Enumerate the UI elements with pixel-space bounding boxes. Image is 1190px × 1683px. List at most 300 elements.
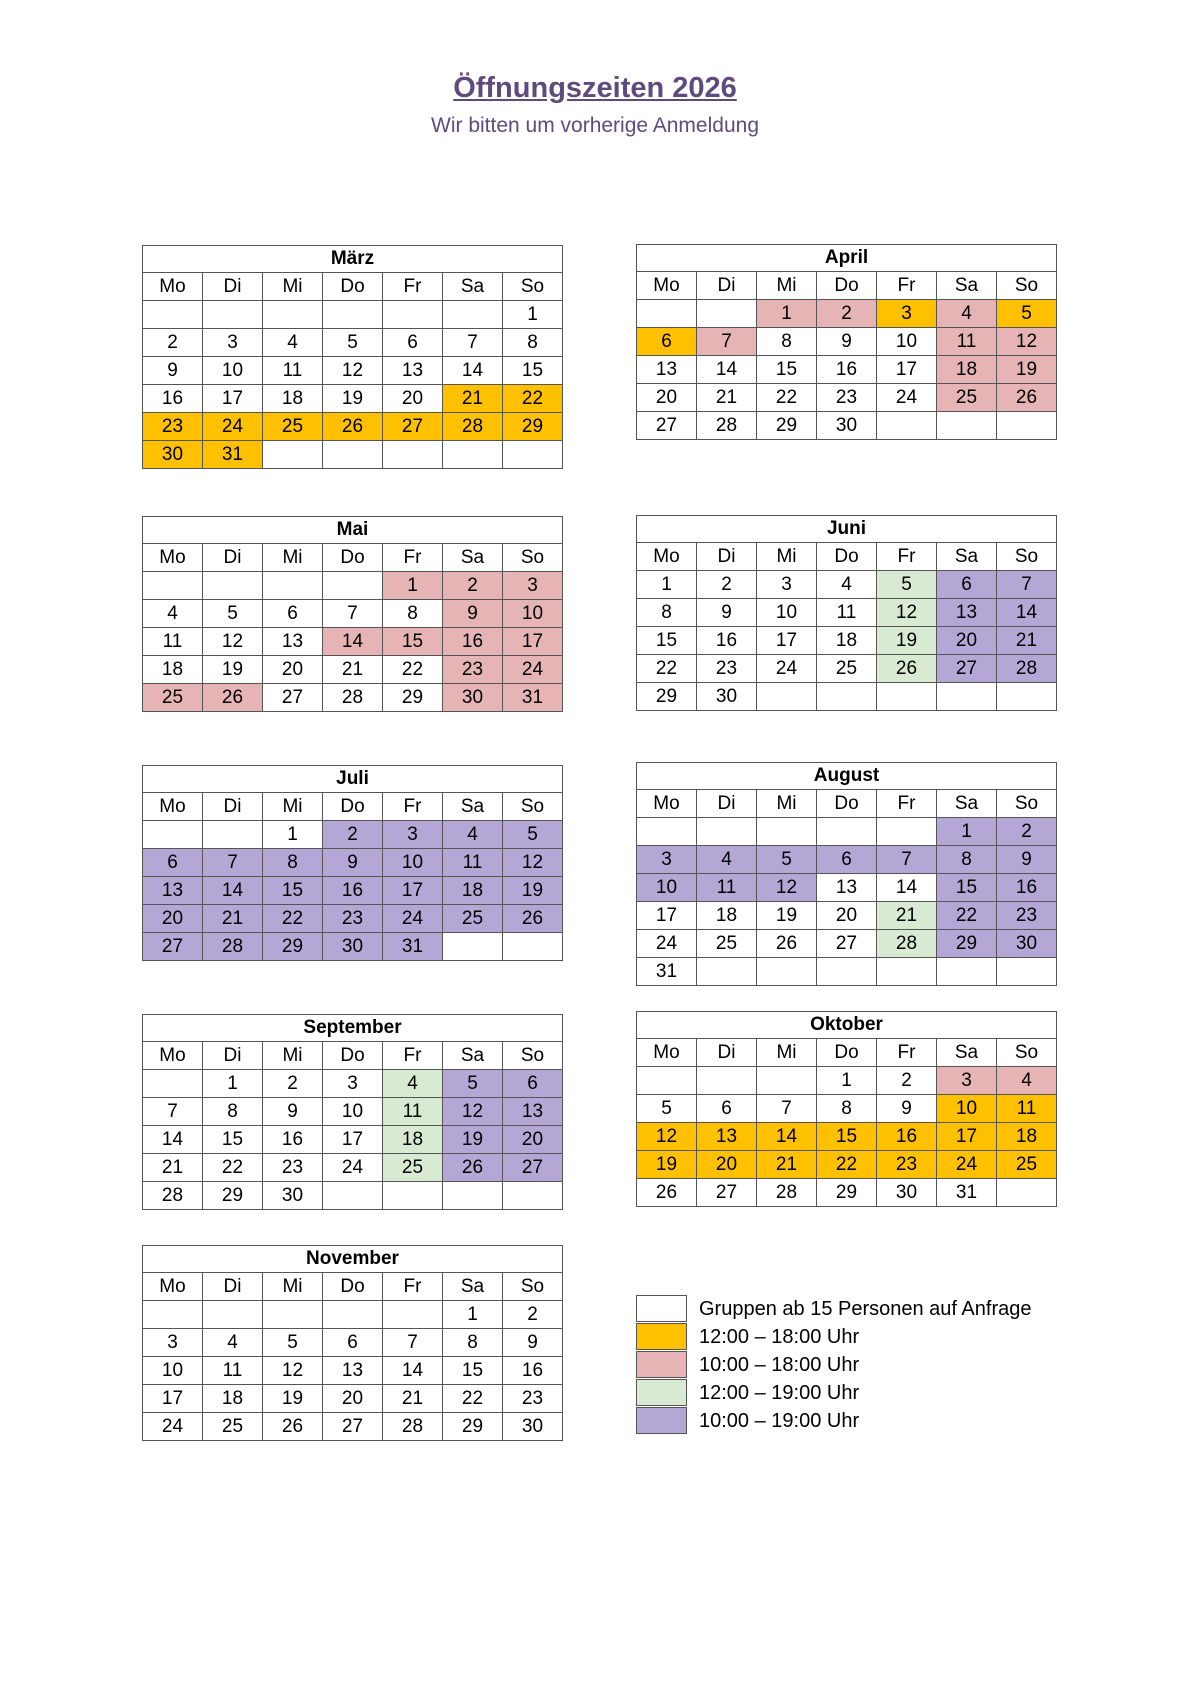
- day-cell: 23: [817, 384, 877, 412]
- day-cell: 3: [383, 821, 443, 849]
- day-cell: 17: [143, 1385, 203, 1413]
- day-cell: 3: [877, 300, 937, 328]
- day-cell: 8: [757, 328, 817, 356]
- weekday-header: So: [997, 272, 1057, 300]
- day-cell: 2: [143, 329, 203, 357]
- day-cell: 5: [323, 329, 383, 357]
- weekday-header: Mo: [637, 790, 697, 818]
- month-table: [142, 245, 563, 469]
- weekday-header: Do: [817, 272, 877, 300]
- weekday-header: Fr: [877, 543, 937, 571]
- empty-day-cell: [263, 301, 323, 329]
- empty-day-cell: [637, 818, 697, 846]
- day-cell: 8: [383, 600, 443, 628]
- day-cell: 2: [443, 572, 503, 600]
- day-cell: 2: [697, 571, 757, 599]
- day-cell: 10: [203, 357, 263, 385]
- weekday-header: Di: [697, 543, 757, 571]
- day-cell: 15: [383, 628, 443, 656]
- day-cell: 24: [937, 1151, 997, 1179]
- weekday-header: Sa: [937, 543, 997, 571]
- day-cell: 29: [757, 412, 817, 440]
- month-title: August: [637, 763, 1057, 790]
- day-cell: 8: [637, 599, 697, 627]
- week-row: [143, 1154, 563, 1182]
- weekday-header: Fr: [383, 273, 443, 301]
- day-cell: 19: [323, 385, 383, 413]
- day-cell: 27: [937, 655, 997, 683]
- day-cell: 20: [323, 1385, 383, 1413]
- weekday-header: Di: [697, 790, 757, 818]
- legend-swatch: [636, 1407, 687, 1434]
- day-cell: 23: [263, 1154, 323, 1182]
- day-cell: 19: [637, 1151, 697, 1179]
- month-title: Oktober: [637, 1012, 1057, 1039]
- week-row: [637, 683, 1057, 711]
- month-calendar-juni: [636, 515, 1057, 711]
- day-cell: 7: [383, 1329, 443, 1357]
- day-cell: 5: [877, 571, 937, 599]
- day-cell: 28: [143, 1182, 203, 1210]
- day-cell: 29: [263, 933, 323, 961]
- week-row: [637, 356, 1057, 384]
- day-cell: 3: [503, 572, 563, 600]
- day-cell: 14: [877, 874, 937, 902]
- day-cell: 21: [697, 384, 757, 412]
- day-cell: 18: [263, 385, 323, 413]
- day-cell: 19: [997, 356, 1057, 384]
- empty-day-cell: [143, 301, 203, 329]
- day-cell: 19: [877, 627, 937, 655]
- day-cell: 2: [323, 821, 383, 849]
- day-cell: 13: [697, 1123, 757, 1151]
- weekday-header: Mo: [143, 793, 203, 821]
- day-cell: 5: [997, 300, 1057, 328]
- empty-day-cell: [817, 683, 877, 711]
- weekday-header-row: [143, 544, 563, 572]
- day-cell: 26: [263, 1413, 323, 1441]
- day-cell: 22: [443, 1385, 503, 1413]
- day-cell: 11: [697, 874, 757, 902]
- week-row: [143, 628, 563, 656]
- week-row: [637, 328, 1057, 356]
- day-cell: 6: [697, 1095, 757, 1123]
- weekday-header: Fr: [877, 272, 937, 300]
- week-row: [143, 441, 563, 469]
- day-cell: 14: [203, 877, 263, 905]
- day-cell: 26: [757, 930, 817, 958]
- empty-day-cell: [937, 958, 997, 986]
- day-cell: 5: [263, 1329, 323, 1357]
- empty-day-cell: [757, 958, 817, 986]
- day-cell: 30: [697, 683, 757, 711]
- legend-swatch: [636, 1379, 687, 1406]
- day-cell: 16: [143, 385, 203, 413]
- opening-hours-legend: [636, 1295, 1031, 1435]
- day-cell: 25: [697, 930, 757, 958]
- week-row: [143, 572, 563, 600]
- weekday-header: Mo: [143, 1273, 203, 1301]
- empty-day-cell: [203, 301, 263, 329]
- day-cell: 22: [263, 905, 323, 933]
- day-cell: 18: [203, 1385, 263, 1413]
- day-cell: 5: [757, 846, 817, 874]
- week-row: [143, 1413, 563, 1441]
- month-title: September: [143, 1015, 563, 1042]
- legend-item: [636, 1295, 1031, 1323]
- day-cell: 24: [637, 930, 697, 958]
- day-cell: 27: [263, 684, 323, 712]
- weekday-header: So: [503, 273, 563, 301]
- week-row: [143, 1301, 563, 1329]
- day-cell: 10: [877, 328, 937, 356]
- month-table: [636, 515, 1057, 711]
- empty-day-cell: [143, 1070, 203, 1098]
- day-cell: 16: [263, 1126, 323, 1154]
- weekday-header: Mi: [263, 544, 323, 572]
- legend-label: 10:00 – 18:00 Uhr: [699, 1353, 860, 1376]
- day-cell: 4: [263, 329, 323, 357]
- month-title: April: [637, 245, 1057, 272]
- day-cell: 1: [203, 1070, 263, 1098]
- week-row: [637, 384, 1057, 412]
- empty-day-cell: [203, 1301, 263, 1329]
- weekday-header: Mi: [757, 790, 817, 818]
- weekday-header: Mo: [143, 544, 203, 572]
- day-cell: 19: [503, 877, 563, 905]
- day-cell: 20: [817, 902, 877, 930]
- week-row: [637, 599, 1057, 627]
- day-cell: 7: [757, 1095, 817, 1123]
- legend-label: 10:00 – 19:00 Uhr: [699, 1409, 860, 1432]
- day-cell: 17: [757, 627, 817, 655]
- weekday-header: Mo: [143, 273, 203, 301]
- day-cell: 26: [323, 413, 383, 441]
- day-cell: 25: [383, 1154, 443, 1182]
- week-row: [637, 571, 1057, 599]
- day-cell: 2: [877, 1067, 937, 1095]
- day-cell: 2: [503, 1301, 563, 1329]
- day-cell: 4: [383, 1070, 443, 1098]
- day-cell: 1: [937, 818, 997, 846]
- day-cell: 17: [323, 1126, 383, 1154]
- week-row: [143, 684, 563, 712]
- week-row: [637, 818, 1057, 846]
- weekday-header: Do: [323, 793, 383, 821]
- day-cell: 13: [263, 628, 323, 656]
- day-cell: 27: [143, 933, 203, 961]
- weekday-header: So: [997, 1039, 1057, 1067]
- empty-day-cell: [877, 958, 937, 986]
- day-cell: 27: [383, 413, 443, 441]
- month-calendar-april: [636, 244, 1057, 440]
- empty-day-cell: [997, 412, 1057, 440]
- week-row: [143, 849, 563, 877]
- empty-day-cell: [877, 818, 937, 846]
- day-cell: 21: [323, 656, 383, 684]
- day-cell: 17: [203, 385, 263, 413]
- legend-label: 12:00 – 18:00 Uhr: [699, 1325, 860, 1348]
- day-cell: 28: [997, 655, 1057, 683]
- empty-day-cell: [323, 441, 383, 469]
- day-cell: 30: [877, 1179, 937, 1207]
- day-cell: 19: [443, 1126, 503, 1154]
- empty-day-cell: [263, 1301, 323, 1329]
- legend-item: [636, 1323, 1031, 1351]
- day-cell: 21: [877, 902, 937, 930]
- month-calendar-mai: [142, 516, 563, 712]
- weekday-header: Di: [203, 273, 263, 301]
- weekday-header: So: [997, 790, 1057, 818]
- page-subtitle: Wir bitten um vorherige Anmeldung: [431, 114, 759, 137]
- legend-item: [636, 1407, 1031, 1435]
- day-cell: 30: [323, 933, 383, 961]
- day-cell: 24: [143, 1413, 203, 1441]
- day-cell: 23: [443, 656, 503, 684]
- empty-day-cell: [443, 1182, 503, 1210]
- day-cell: 18: [937, 356, 997, 384]
- day-cell: 13: [383, 357, 443, 385]
- empty-day-cell: [503, 933, 563, 961]
- weekday-header: Mo: [637, 272, 697, 300]
- day-cell: 11: [817, 599, 877, 627]
- day-cell: 7: [203, 849, 263, 877]
- week-row: [637, 655, 1057, 683]
- empty-day-cell: [383, 1182, 443, 1210]
- weekday-header: Sa: [443, 544, 503, 572]
- day-cell: 11: [443, 849, 503, 877]
- weekday-header: Mi: [263, 1042, 323, 1070]
- day-cell: 27: [323, 1413, 383, 1441]
- weekday-header: Di: [203, 544, 263, 572]
- day-cell: 7: [143, 1098, 203, 1126]
- day-cell: 11: [937, 328, 997, 356]
- day-cell: 15: [443, 1357, 503, 1385]
- day-cell: 23: [503, 1385, 563, 1413]
- day-cell: 17: [637, 902, 697, 930]
- weekday-header: So: [503, 544, 563, 572]
- day-cell: 5: [443, 1070, 503, 1098]
- day-cell: 19: [263, 1385, 323, 1413]
- month-title: Juni: [637, 516, 1057, 543]
- day-cell: 10: [383, 849, 443, 877]
- empty-day-cell: [757, 818, 817, 846]
- month-title: November: [143, 1246, 563, 1273]
- empty-day-cell: [323, 1182, 383, 1210]
- legend-item: [636, 1379, 1031, 1407]
- weekday-header: Mi: [263, 1273, 323, 1301]
- weekday-header: Do: [323, 544, 383, 572]
- week-row: [637, 958, 1057, 986]
- month-table: [142, 1014, 563, 1210]
- empty-day-cell: [817, 818, 877, 846]
- day-cell: 8: [937, 846, 997, 874]
- weekday-header: Do: [323, 273, 383, 301]
- day-cell: 12: [637, 1123, 697, 1151]
- empty-day-cell: [323, 301, 383, 329]
- day-cell: 1: [443, 1301, 503, 1329]
- empty-day-cell: [697, 818, 757, 846]
- empty-day-cell: [937, 412, 997, 440]
- day-cell: 30: [503, 1413, 563, 1441]
- weekday-header: Sa: [443, 1273, 503, 1301]
- day-cell: 3: [323, 1070, 383, 1098]
- empty-day-cell: [443, 441, 503, 469]
- day-cell: 1: [263, 821, 323, 849]
- day-cell: 5: [637, 1095, 697, 1123]
- weekday-header: Fr: [383, 544, 443, 572]
- week-row: [143, 413, 563, 441]
- day-cell: 20: [637, 384, 697, 412]
- day-cell: 15: [637, 627, 697, 655]
- day-cell: 26: [443, 1154, 503, 1182]
- day-cell: 21: [997, 627, 1057, 655]
- day-cell: 23: [877, 1151, 937, 1179]
- week-row: [143, 329, 563, 357]
- week-row: [637, 1179, 1057, 1207]
- day-cell: 27: [503, 1154, 563, 1182]
- day-cell: 1: [757, 300, 817, 328]
- day-cell: 3: [143, 1329, 203, 1357]
- weekday-header: Fr: [383, 793, 443, 821]
- month-table: [636, 244, 1057, 440]
- day-cell: 10: [937, 1095, 997, 1123]
- weekday-header-row: [143, 793, 563, 821]
- day-cell: 21: [443, 385, 503, 413]
- month-calendar-september: [142, 1014, 563, 1210]
- week-row: [143, 877, 563, 905]
- day-cell: 20: [383, 385, 443, 413]
- day-cell: 24: [503, 656, 563, 684]
- day-cell: 8: [263, 849, 323, 877]
- day-cell: 16: [443, 628, 503, 656]
- day-cell: 15: [937, 874, 997, 902]
- day-cell: 12: [757, 874, 817, 902]
- day-cell: 19: [757, 902, 817, 930]
- day-cell: 11: [203, 1357, 263, 1385]
- day-cell: 24: [757, 655, 817, 683]
- legend-swatch: [636, 1295, 687, 1322]
- day-cell: 9: [817, 328, 877, 356]
- day-cell: 3: [203, 329, 263, 357]
- day-cell: 25: [937, 384, 997, 412]
- empty-day-cell: [997, 958, 1057, 986]
- weekday-header-row: [637, 272, 1057, 300]
- day-cell: 11: [383, 1098, 443, 1126]
- day-cell: 13: [143, 877, 203, 905]
- day-cell: 30: [263, 1182, 323, 1210]
- day-cell: 24: [203, 413, 263, 441]
- day-cell: 29: [203, 1182, 263, 1210]
- empty-day-cell: [383, 441, 443, 469]
- day-cell: 12: [323, 357, 383, 385]
- day-cell: 8: [817, 1095, 877, 1123]
- day-cell: 7: [877, 846, 937, 874]
- empty-day-cell: [697, 300, 757, 328]
- day-cell: 21: [143, 1154, 203, 1182]
- empty-day-cell: [203, 572, 263, 600]
- day-cell: 10: [143, 1357, 203, 1385]
- day-cell: 31: [383, 933, 443, 961]
- week-row: [637, 846, 1057, 874]
- week-row: [143, 1385, 563, 1413]
- legend-swatch: [636, 1323, 687, 1350]
- week-row: [143, 357, 563, 385]
- weekday-header: Sa: [937, 1039, 997, 1067]
- day-cell: 10: [637, 874, 697, 902]
- day-cell: 14: [323, 628, 383, 656]
- day-cell: 31: [503, 684, 563, 712]
- day-cell: 12: [203, 628, 263, 656]
- day-cell: 9: [503, 1329, 563, 1357]
- day-cell: 8: [203, 1098, 263, 1126]
- empty-day-cell: [443, 301, 503, 329]
- day-cell: 6: [503, 1070, 563, 1098]
- weekday-header-row: [143, 1042, 563, 1070]
- legend-label: 12:00 – 19:00 Uhr: [699, 1381, 860, 1404]
- weekday-header: Fr: [383, 1273, 443, 1301]
- day-cell: 17: [383, 877, 443, 905]
- day-cell: 22: [383, 656, 443, 684]
- day-cell: 14: [697, 356, 757, 384]
- empty-day-cell: [443, 933, 503, 961]
- day-cell: 28: [443, 413, 503, 441]
- day-cell: 28: [203, 933, 263, 961]
- day-cell: 31: [937, 1179, 997, 1207]
- empty-day-cell: [877, 683, 937, 711]
- day-cell: 13: [323, 1357, 383, 1385]
- day-cell: 25: [997, 1151, 1057, 1179]
- month-table: [142, 516, 563, 712]
- empty-day-cell: [383, 1301, 443, 1329]
- day-cell: 11: [143, 628, 203, 656]
- month-calendar-november: [142, 1245, 563, 1441]
- day-cell: 28: [877, 930, 937, 958]
- day-cell: 12: [877, 599, 937, 627]
- day-cell: 22: [817, 1151, 877, 1179]
- day-cell: 15: [757, 356, 817, 384]
- day-cell: 29: [443, 1413, 503, 1441]
- month-calendar-oktober: [636, 1011, 1057, 1207]
- day-cell: 9: [263, 1098, 323, 1126]
- day-cell: 16: [503, 1357, 563, 1385]
- weekday-header: So: [503, 1042, 563, 1070]
- day-cell: 29: [503, 413, 563, 441]
- weekday-header-row: [143, 273, 563, 301]
- day-cell: 23: [143, 413, 203, 441]
- day-cell: 31: [203, 441, 263, 469]
- weekday-header: Mo: [637, 543, 697, 571]
- day-cell: 7: [997, 571, 1057, 599]
- weekday-header: Di: [203, 1042, 263, 1070]
- month-table: [636, 762, 1057, 986]
- empty-day-cell: [263, 572, 323, 600]
- weekday-header: Mi: [757, 1039, 817, 1067]
- day-cell: 25: [443, 905, 503, 933]
- day-cell: 2: [817, 300, 877, 328]
- day-cell: 28: [323, 684, 383, 712]
- week-row: [143, 1070, 563, 1098]
- day-cell: 12: [503, 849, 563, 877]
- day-cell: 18: [697, 902, 757, 930]
- weekday-header: Sa: [443, 273, 503, 301]
- day-cell: 26: [503, 905, 563, 933]
- empty-day-cell: [997, 1179, 1057, 1207]
- day-cell: 8: [443, 1329, 503, 1357]
- day-cell: 4: [143, 600, 203, 628]
- day-cell: 1: [637, 571, 697, 599]
- day-cell: 9: [323, 849, 383, 877]
